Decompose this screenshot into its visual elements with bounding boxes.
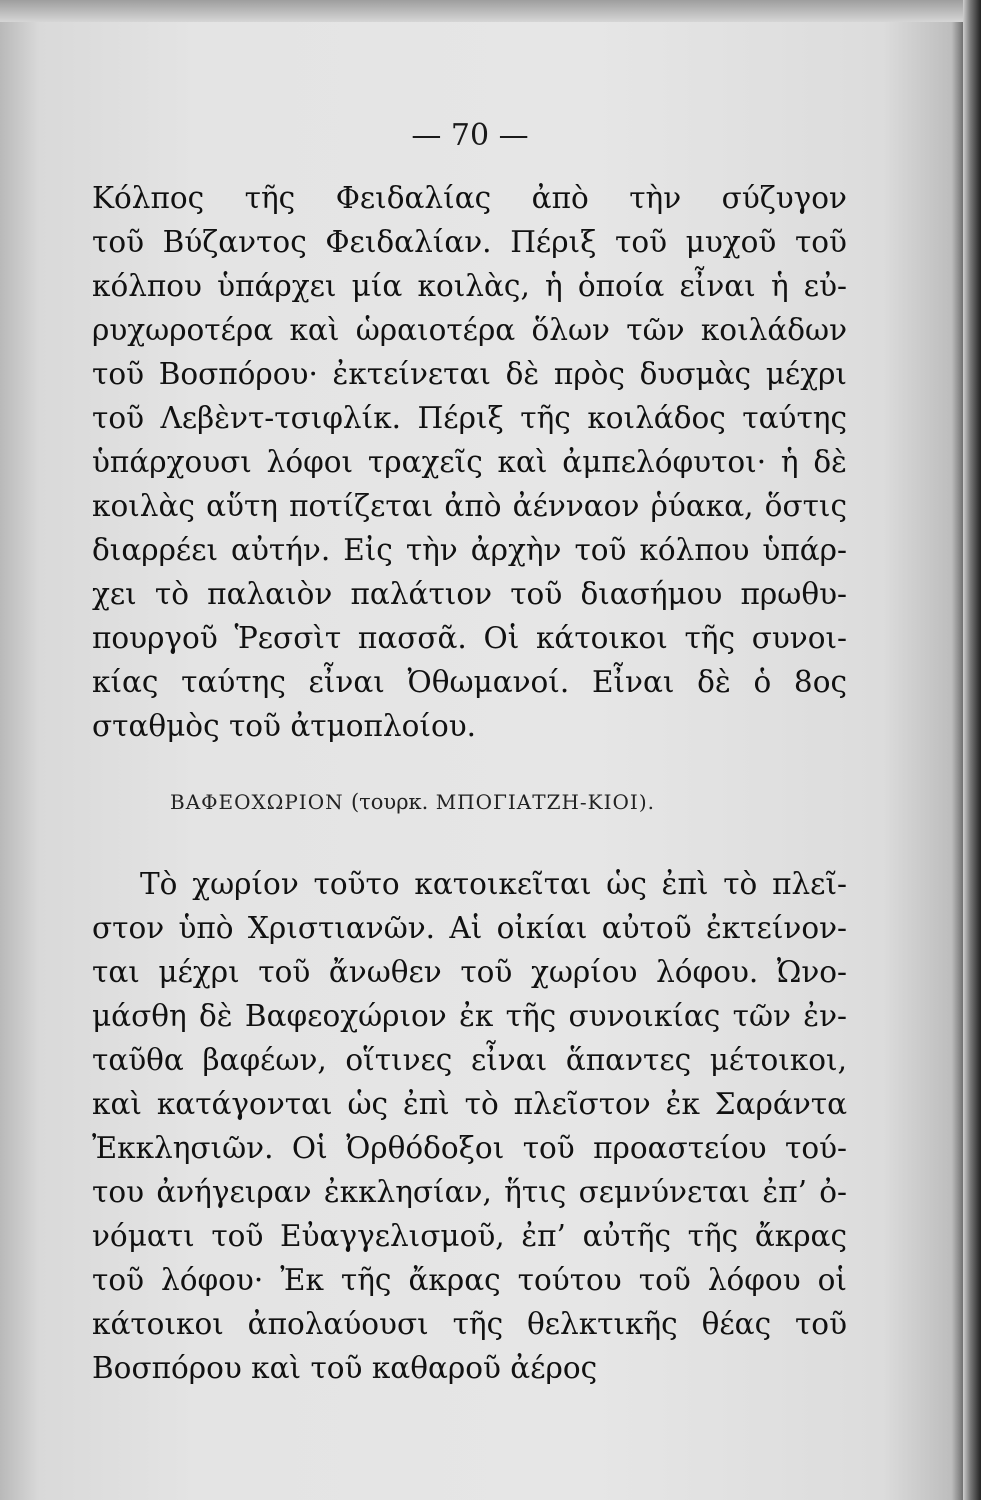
paragraph1-line: ὑπάρχουσι λόφοι τραχεῖς καὶ ἀμπελόφυτοι· ἡ δὲ [92, 445, 847, 479]
paragraph1-line: χει τὸ παλαιὸν παλάτιον τοῦ διασήμου πρωθυ- [92, 577, 847, 611]
heading-main: ΒΑΦΕΟΧΩΡΙΟΝ [170, 790, 344, 814]
paragraph2-line: ται μέχρι τοῦ ἄνωθεν τοῦ χωρίου λόφου. Ὠνο- [92, 955, 847, 989]
paragraph1-line: διαρρέει αὐτήν. Εἰς τὴν ἀρχὴν τοῦ κόλπου ὑπάρ- [92, 533, 847, 567]
paragraph2-line: Βοσπόρου καὶ τοῦ καθαροῦ ἀέρος [92, 1351, 598, 1385]
paragraph1-line: τοῦ Λεβὲντ-τσιφλίκ. Πέριξ τῆς κοιλάδος ταύτης [92, 401, 847, 435]
paragraph2-line: τοῦ λόφου· Ἐκ τῆς ἄκρας τούτου τοῦ λόφου οἱ [92, 1263, 847, 1297]
paragraph2-line: καὶ κατάγονται ὡς ἐπὶ τὸ πλεῖστον ἐκ Σαράντα [92, 1087, 847, 1121]
paragraph1-line: τοῦ Βύζαντος Φειδαλίαν. Πέριξ τοῦ μυχοῦ τοῦ [92, 225, 847, 259]
paragraph1-line: τοῦ Βοσπόρου· ἐκτείνεται δὲ πρὸς δυσμὰς μέχρι [92, 357, 847, 391]
paragraph2-line: κάτοικοι ἀπολαύουσι τῆς θελκτικῆς θέας τοῦ [92, 1307, 847, 1341]
paragraph1-line: πουργοῦ Ῥεσσὶτ πασσᾶ. Οἱ κάτοικοι τῆς συνοι- [92, 621, 847, 655]
page-binding-edge [963, 0, 981, 1500]
paragraph1-line: ρυχωροτέρα καὶ ὡραιοτέρα ὅλων τῶν κοιλάδων [92, 313, 847, 347]
paragraph2-line: ταῦθα βαφέων, οἵτινες εἶναι ἅπαντες μέτοικοι, [92, 1043, 847, 1077]
paragraph2-line: Τὸ χωρίον τοῦτο κατοικεῖται ὡς ἐπὶ τὸ πλεῖ- [140, 867, 847, 901]
paragraph1-line: κοιλὰς αὕτη ποτίζεται ἀπὸ ἀένναον ῥύακα, ὅστις [92, 489, 847, 523]
paragraph1-line: κίας ταύτης εἶναι Ὀθωμανοί. Εἶναι δὲ ὁ 8ος [92, 665, 847, 699]
page-top-edge [0, 0, 981, 22]
heading-turkish: ΜΠΟΓΙΑΤΖΗ-ΚΙΟΙ). [435, 790, 655, 814]
paragraph2-line: του ἀνήγειραν ἐκκλησίαν, ἥτις σεμνύνεται ἐπ’ ὀ- [92, 1175, 847, 1209]
paragraph2-line: στον ὑπὸ Χριστιανῶν. Αἱ οἰκίαι αὐτοῦ ἐκτείνον- [92, 911, 847, 945]
paragraph1-line: Κόλπος τῆς Φειδαλίας ἀπὸ τὴν σύζυγον [92, 181, 847, 215]
paragraph2-line: Ἐκκλησιῶν. Οἱ Ὀρθόδοξοι τοῦ προαστείου τού- [92, 1131, 847, 1165]
paragraph1-line: σταθμὸς τοῦ ἀτμοπλοίου. [92, 709, 477, 743]
section-heading [170, 790, 790, 814]
paragraph2-line: νόματι τοῦ Εὐαγγελισμοῦ, ἐπ’ αὐτῆς τῆς ἄκρας [92, 1219, 847, 1253]
paragraph2-line: μάσθη δὲ Βαφεοχώριον ἐκ τῆς συνοικίας τῶν ἐν- [92, 999, 847, 1033]
heading-sub: (τουρκ. [350, 790, 429, 814]
paragraph1-line: κόλπου ὑπάρχει μία κοιλὰς, ἡ ὁποία εἶναι ἡ εὐ- [92, 269, 847, 303]
page-number: — 70 — [411, 118, 529, 153]
